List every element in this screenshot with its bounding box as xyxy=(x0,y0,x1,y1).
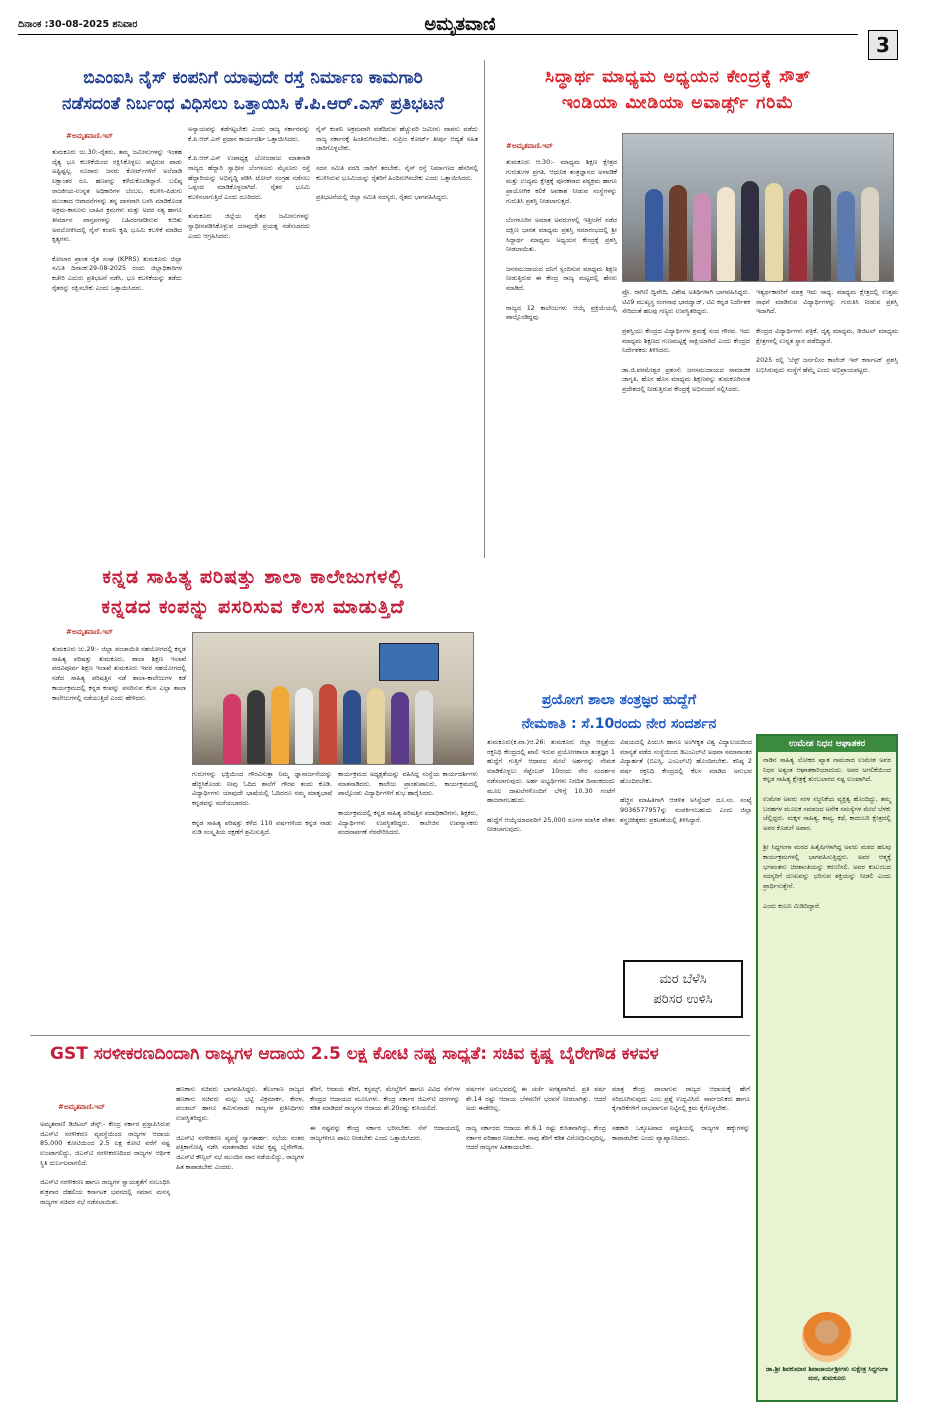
article3-headline-line2: ಕನ್ನಡದ ಕಂಪನ್ನು ಪಸರಿಸುವ ಕೆಲಸ ಮಾಡುತ್ತಿದೆ xyxy=(101,596,405,618)
page-number: 3 xyxy=(868,30,898,60)
article1-col2: ಅನ್ಯಾಯವನ್ನು ತಡೆಗಟ್ಟಬೇಕು ಎಂದು ರಾಜ್ಯ ಸರ್ಕಾರವನ್ನು ಕೆ.ಪಿ.ಆರ್.ಎಸ್ ಪ್ರಧಾನ ಕಾರ್ಯದರ್ಶಿ ಒತ್ತಾಯಿಸಿದರು. ಕೆ.ಪಿ.ಆರ್.ಎಸ್ ಉಪಾಧ್ಯಕ್ಷ ಬೋಜರಾಜು ಮಾತನಾಡಿ ರಾಜ್ಯದ ಹೆದ್ದಾರಿ ಸ್ವಾಧೀನ ಬೆಂಗಳೂರು ಮೈಸೂರು ರಸ್ತೆ ಹೆದ್ದಾರಿಯನ್ನು ಅಭಿವೃದ್ಧಿ ಪಡಿಸಿ ಟೋಲ್ ಸಂಗ್ರಹ ನಡೆಸಲು ಒಪ್ಪಂದ ಮಾಡಿಕೊಳ್ಳಲಾಗಿದೆ. ರೈತರ ಭೂಮಿ ಕಬಳಿಸಲಾಗುತ್ತಿದೆ ಎಂದು ದೂರಿದರು. ತುಮಕೂರು ಜಿಲ್ಲೆಯ ರೈತರ ಜಮೀನುಗಳನ್ನು ಸ್ವಾಧೀನಪಡಿಸಿಕೊಳ್ಳುವ ಯಾವುದೇ ಪ್ರಯತ್ನ ನಡೆಸಬಾರದು ಎಂದು ಆಗ್ರಹಿಸಿದರು. xyxy=(188,125,310,240)
article5-tag: #ಅಮೃತವಾಣಿ.ಇನ್ xyxy=(58,1103,105,1111)
article1-col1: ತುಮಕೂರು ಜು.30:-ರೈತರು, ತಮ್ಮ ಜಮೀನುಗಳನ್ನು ಇಂತಹ ದೈತ್ಯ ಭೂ ಕಬಳಿಕೆಯಿಂದ ರಕ್ಷಿಸಿಕೊಳ್ಳಲು ಪಟ್ಟಿರುವ ಪಾಡು ಅಷ್ಟಿಷ್ಟಲ್ಲ. ನೂರಾರು ಜನರು ಕೋರ್ಟ್‌ಗಳಿಗೆ ಅಲೆದಾಡಿ ಲಕ್ಷಾಂತರ ರೂ. ಹಣವನ್ನು ಕಳೆದುಕೊಂಡಿದ್ದಾರೆ. ಬಲಿಷ್ಠ ರಾಜಕೀಯ-ಉನ್ನತ ಅಧಿಕಾರಿಗಳ ಬೆಂಬಲ, ಕಬಳಿಸಿ-ಪಿಡುಗು ಮುಂತಾದ ಆಪಾದನೆಗಳನ್ನು ತನ್ನ ದಾಳವಾಗಿ ಬಳಸಿ ಮಾಡಿಕೊಂಡ ಅಕ್ರಮ-ಕಾನೂನು ಬಾಹಿರ ಕ್ರಮಗಳು ಮತ್ತು ಅದರ ಸತ್ಯ ಹಾಗೂ ತೀರ್ಮಾನ ವಾಸ್ತವಗಳನ್ನು ಬಹಿರಂಗಪಡಿಸುವ ಕುರಿತು ಅವಲೋಕಿಸಿದಲ್ಲಿ ನೈಸ್ ಕಂಪನಿ ಕೃಷಿ ಭೂಮಿ ಕಬಳಿಕೆ ಮಾಡಿದ ಕೃತ್ಯಗಳು. ಕೋಲಾರ ಪ್ರಾಂತ ರೈತ ಸಂಘ (KPRS) ತುಮಕೂರು ಜಿಲ್ಲಾ ಸಮಿತಿ ದಿನಾಂಕ:29-08-2025 ರಂದು ಜಿಲ್ಲಾಧಿಕಾರಿಗಳ ಕಚೇರಿ ಎದುರು ಪ್ರತಿಭಟನೆ ನಡೆಸಿ, ಭೂ ಕಬಳಿಕೆಯನ್ನು ತಡೆದು ರೈತರನ್ನು ರಕ್ಷಿಸಬೇಕು ಎಂದು ಒತ್ತಾಯಿಸಿದರು. xyxy=(52,148,182,292)
article3-headline-line1: ಕನ್ನಡ ಸಾಹಿತ್ಯ ಪರಿಷತ್ತು ಶಾಲಾ ಕಾಲೇಜುಗಳಲ್ಲಿ xyxy=(102,566,404,588)
article1-tag: #ಅಮೃತವಾಣಿ.ಇನ್ xyxy=(66,132,113,140)
article5-col4: ವರ್ಷಗಳ ಅನುಭವದಲ್ಲಿ ಈ ಚರ್ಚೆ ಅಗತ್ಯವಾಗಿದೆ. ಪ್ರತಿ ವರ್ಷ ಶೇ.14 ರಷ್ಟು ಆದಾಯ ಬೆಳವಣಿಗೆ ಭರವಸೆ ನೀಡಲಾಗಿತ್ತು. ಆದರೆ ಅದು ಈಡೇರಿಲ್ಲ. ರಾಜ್ಯ ಸರ್ಕಾರದ ಆದಾಯ ಶೇ.6.1 ರಷ್ಟು ಕುಸಿತವಾಗಿದ್ದು, ಕೇಂದ್ರ ಸರ್ಕಾರ ಪರಿಹಾರ ನೀಡಬೇಕು. ನಾವು ತೆರಿಗೆ ಕಡಿತ ವಿರೋಧಿಸುವುದಿಲ್ಲ, ಆದರೆ ರಾಜ್ಯಗಳ ಹಿತಕಾಯಬೇಕು. xyxy=(466,1085,606,1152)
article1-headline-line1: ಬಿಎಂಐಸಿ ನೈಸ್ ಕಂಪನಿಗೆ ಯಾವುದೇ ರಸ್ತೆ ನಿರ್ಮಾಣ ಕಾಮಗಾರಿ xyxy=(83,68,423,88)
box-line1: ಮರ ಬೆಳೆಸಿ xyxy=(659,972,707,987)
article2-col1: ತುಮಕೂರು ಆ.30:- ಮಾಧ್ಯಮ ಶಿಕ್ಷಣ ಕ್ಷೇತ್ರದ ಗುರುತುಗಳ ಪ್ರಗತಿ, ಆಧುನಿಕ ತಂತ್ರಜ್ಞಾನದ ಅಳವಡಿಕೆ ಮತ್ತು ಉದ್ಯಮ ಕ್ಷೇತ್ರಕ್ಕೆ ಪೂರಕವಾದ ಪಠ್ಯಕ್ರಮ ಹಾಗೂ ಪ್ರಾಯೋಗಿಕ ಕಲಿಕೆ ಅವಕಾಶ ನೀಡುವ ಸಂಸ್ಥೆಗಳನ್ನು ಗುರುತಿಸಿ ಪ್ರಶಸ್ತಿ ನೀಡಲಾಗುತ್ತದೆ. ಬೆಂಗಳೂರಿನ ಅಮಾತ ಅವರುಗಳಲ್ಲಿ ಇತ್ತೀಚೆಗೆ ನಡೆದ ದಕ್ಷಿಣ ಭಾರತ ಮಾಧ್ಯಮ ಪ್ರಶಸ್ತಿ ಸಮಾರಂಭದಲ್ಲಿ ಶ್ರೀ ಸಿದ್ಧಾರ್ಥ ಮಾಧ್ಯಮ ಅಧ್ಯಯನ ಕೇಂದ್ರಕ್ಕೆ ಪ್ರಶಸ್ತಿ ನೀಡಲಾಯಿತು. ಜನಸಮುದಾಯದ ದನಿಗೆ ಸ್ಪಂದಿಸುವ ಮಾಧ್ಯಮ ಶಿಕ್ಷಣ ನೀಡುತ್ತಿರುವ ಈ ಕೇಂದ್ರ ರಾಜ್ಯ ಮಟ್ಟದಲ್ಲಿ ಹೆಸರು ಮಾಡಿದೆ. ರಾಜ್ಯದ 12 ಕಾಲೇಜುಗಳು ಆಯ್ಕೆ ಪ್ರಕ್ರಿಯೆಯಲ್ಲಿ ಪಾಲ್ಗೊಂಡಿದ್ದವು. xyxy=(506,158,617,322)
article2-headline xyxy=(488,64,868,116)
obituary-signature: ಡಾ.ಶ್ರೀ ಶಿವಕುಮಾರ ಶಿವಾಚಾರ್ಯಶ್ರೀಗಳು ಸುಕ್ಷೇತ್ರ ಸಿದ್ಧಗಂಗಾ ಮಠ, ತುಮಕೂರು xyxy=(766,1366,888,1382)
award-photo xyxy=(622,133,894,282)
article2-col3: ಇತ್ಯರ್ಥಕಾರರಿಗೆ ಮಾತ್ರ ಇದು ಸಾಧ್ಯ. ಮಾಧ್ಯಮ ಕ್ಷೇತ್ರದಲ್ಲಿ ಉತ್ತಮ ಸಾಧನೆ ಮಾಡಿರುವ ವಿದ್ಯಾರ್ಥಿಗಳನ್ನು ಗುರುತಿಸಿ ನೀಡುವ ಪ್ರಶಸ್ತಿ ಇದಾಗಿದೆ. ಕೇಂದ್ರದ ವಿದ್ಯಾರ್ಥಿಗಳು ಪತ್ರಿಕೆ, ದೃಶ್ಯ ಮಾಧ್ಯಮ, ಡಿಜಿಟಲ್ ಮಾಧ್ಯಮ ಕ್ಷೇತ್ರಗಳಲ್ಲಿ ಉನ್ನತ ಸ್ಥಾನ ಪಡೆದಿದ್ದಾರೆ. 2025 ರಲ್ಲಿ 'ಬೆಸ್ಟ್ ಜರ್ನಲಿಸಂ ಕಾಲೇಜ್ ಇನ್ ಕರ್ನಾಟಕ' ಪ್ರಶಸ್ತಿ ಲಭಿಸಿರುವುದು ಸಂಸ್ಥೆಗೆ ಹೆಮ್ಮೆ ಎಂದು ಅಭಿಪ್ರಾಯಪಟ್ಟರು. xyxy=(756,288,898,374)
article3-col1: ತುಮಕೂರು ಜು.29:- ಜಿಲ್ಲಾ ಪಂಚಾಯಿತಿ ಸಹಯೋಗದಲ್ಲಿ ಕನ್ನಡ ಸಾಹಿತ್ಯ ಪರಿಷತ್ತು ತುಮಕೂರು, ಶಾಲಾ ಶಿಕ್ಷಣ ಇಲಾಖೆ ಪದವಿಪೂರ್ವ ಶಿಕ್ಷಣ ಇಲಾಖೆ ತುಮಕೂರು ಇವರ ಸಹಯೋಗದಲ್ಲಿ ನಡೆದ ಸಾಹಿತ್ಯ ಪರಿಷತ್ತಿನ ನಡೆ ಶಾಲಾ-ಕಾಲೇಜುಗಳ ಕಡೆ ಕಾರ್ಯಕ್ರಮದಲ್ಲಿ ಕನ್ನಡ ಕಂಪನ್ನು ಪಸರಿಸುವ ಕೆಲಸ ಎಲ್ಲಾ ಶಾಲಾ ಕಾಲೇಜುಗಳಲ್ಲಿ ನಡೆಯುತ್ತಿದೆ ಎಂದು ಹೇಳಿದರು. xyxy=(52,645,186,702)
article2-headline-line2: ಇಂಡಿಯಾ ಮೀಡಿಯಾ ಅವಾರ್ಡ್ಸ್ ಗರಿಮೆ xyxy=(561,93,795,113)
obituary-box xyxy=(756,734,898,1402)
swamiji-portrait xyxy=(802,1312,852,1362)
box-line2: ಪರಿಸರ ಉಳಿಸಿ xyxy=(653,992,713,1007)
article4-headline-line2: ನೇಮಕಾತಿ : ಸೆ.10ರಂದು ನೇರ ಸಂದರ್ಶನ xyxy=(521,716,717,732)
paper-name: ಅಮೃತವಾಣಿ xyxy=(424,14,496,35)
column-divider xyxy=(484,60,485,558)
article3-tag: #ಅಮೃತವಾಣಿ.ಇನ್ xyxy=(66,628,113,636)
article4-col1: ತುಮಕೂರು(ಕ.ವಾ.)ಆ.26: ತುಮಕೂರು ಜಿಲ್ಲಾ ಆಸ್ಪತ್ರೆಯ ರಕ್ತನಿಧಿ ಕೇಂದ್ರದಲ್ಲಿ ಖಾಲಿ ಇರುವ ಪ್ರಯೋಗಶಾಲಾ ತಂತ್ರಜ್ಞರ 1 ಹುದ್ದೆಗೆ ಗುತ್ತಿಗೆ ಆಧಾರದ ಮೇಲೆ ಅರ್ಹರನ್ನು ನೇಮಕ ಮಾಡಿಕೊಳ್ಳಲು ಸೆಪ್ಟೆಂಬರ್ 10ರಂದು ನೇರ ಸಂದರ್ಶನ ನಡೆಸಲಾಗುವುದು. ಅರ್ಹ ಅಭ್ಯರ್ಥಿಗಳು ನಿಗದಿತ ದಿನಾಂಕದಂದು ಮೂಲ ದಾಖಲೆಗಳೊಂದಿಗೆ ಬೆಳಿಗ್ಗೆ 10.30 ಗಂಟೆಗೆ ಹಾಜರಾಗಬಹುದು. ಹುದ್ದೆಗೆ ಆಯ್ಕೆಯಾದವರಿಗೆ 25,000 ರೂಗಳ ಮಾಸಿಕ ವೇತನ ನೀಡಲಾಗುವುದು. xyxy=(487,738,615,834)
article3-col3: ಕಾರ್ಯಕ್ರಮದ ಅಧ್ಯಕ್ಷತೆಯನ್ನು ವಹಿಸಿದ್ದ ಸಂಸ್ಥೆಯ ಕಾರ್ಯದರ್ಶಿಗಳು ಮಾತನಾಡಿದರು. ಕಾಲೇಜು ಪ್ರಾಂಶುಪಾಲರು, ಕಾರ್ಯಕ್ರಮದಲ್ಲಿ ಪಾಲ್ಗೊಂಡು ವಿದ್ಯಾರ್ಥಿಗಳಿಗೆ ಶುಭ ಹಾರೈಸಿದರು. ಕಾರ್ಯಕ್ರಮದಲ್ಲಿ ಕನ್ನಡ ಸಾಹಿತ್ಯ ಪರಿಷತ್ತಿನ ಪದಾಧಿಕಾರಿಗಳು, ಶಿಕ್ಷಕರು, ವಿದ್ಯಾರ್ಥಿಗಳು ಉಪಸ್ಥಿತರಿದ್ದರು. ಕಾಲೇಜಿನ ಉಪನ್ಯಾಸಕರು ವಂದನಾರ್ಪಣೆ ನೆರವೇರಿಸಿದರು. xyxy=(338,770,478,837)
article2-tag: #ಅಮೃತವಾಣಿ.ಇನ್ xyxy=(506,142,553,150)
article5-col5: ಮಾತ್ರ ಕೇಂದ್ರ ಪಾಲಾಗುವ ರಾಜ್ಯದ ಆದಾಯಕ್ಕೆ ಹೇಗೆ ಸರಿದೂಗಿಸುವುದು ಎಂಬ ಪ್ರಶ್ನೆ ಉದ್ಭವಿಸಿದೆ. ಸಾರ್ವಜನಿಕರು ಹಾಗೂ ಕೈಗಾರಿಕೆಗಳಿಗೆ ಲಾಭವಾಗುವ ನಿಟ್ಟಿನಲ್ಲಿ ಕ್ರಮ ಕೈಗೊಳ್ಳಬೇಕು. ಸಹಕಾರಿ ಒಕ್ಕೂಟವಾದ ಪದ್ಧತಿಯಲ್ಲಿ ರಾಜ್ಯಗಳ ಹಕ್ಕುಗಳನ್ನು ಕಾಪಾಡಬೇಕು ಎಂದು ವ್ಯಾಖ್ಯಾನಿಸಿದರು. xyxy=(612,1085,750,1142)
article5-headline: GST ಸರಳೀಕರಣದಿಂದಾಗಿ ರಾಜ್ಯಗಳ ಆದಾಯ 2.5 ಲಕ್ಷ ಕೋಟಿ ನಷ್ಟ ಸಾಧ್ಯತೆ: ಸಚಿವ ಕೃಷ್ಣ ಬೈರೇಗೌಡ ಕಳವಳ xyxy=(50,1044,659,1064)
tree-planting-box xyxy=(623,960,743,1018)
issue-date: ದಿನಾಂಕ :30-08-2025 ಶನಿವಾರ xyxy=(18,19,138,30)
obituary-title: ಉಮೇಶ ನಿಧನ ಆಘಾತಕರ xyxy=(758,736,896,752)
article4-col2: ವಿಷಯದಲ್ಲಿ ಪಿಯುಸಿ ಹಾಗೂ ಅಂಗೀಕೃತ ವಿಶ್ವ ವಿದ್ಯಾಲಯದಿಂದ ಮಾನ್ಯತೆ ಪಡೆದ ಸಂಸ್ಥೆಯಿಂದ ಡಿಎಂಎಲ್‌ಟಿ ಅಥವಾ ಸಮಾನಾಂತರ ವಿದ್ಯಾರ್ಹತೆ (ಬಿಎಸ್ಸಿ, ಎಂಎಲ್‌ಟಿ) ಹೊಂದಿರಬೇಕು. ಕನಿಷ್ಠ 2 ವರ್ಷ ರಕ್ತನಿಧಿ ಕೇಂದ್ರದಲ್ಲಿ ಕೆಲಸ ಮಾಡಿದ ಅನುಭವ ಹೊಂದಿರಬೇಕು. ಹೆಚ್ಚಿನ ಮಾಹಿತಿಗಾಗಿ ಆಡಳಿತ ಅಸಿಸ್ಟೆಂಟ್ ದೂ.ಸಂ. ಸಂಖ್ಯೆ 9036577957ನ್ನು ಸಂಪರ್ಕಿಸಬಹುದು ಎಂದು ಜಿಲ್ಲಾ ಶಸ್ತ್ರಚಿಕಿತ್ಸಕರು ಪ್ರಕಟಣೆಯಲ್ಲಿ ತಿಳಿಸಿದ್ದಾರೆ. xyxy=(620,738,752,824)
article1-headline xyxy=(18,65,488,117)
article5-col2: ಹಣಕಾಸು ಸಚಿವರು ಭಾಗವಹಿಸಿದ್ದರು. ತೆಲಂಗಾಣ ರಾಜ್ಯದ ಹಣಕಾಸು ಸಚಿವರು ಮಲ್ಲು ಭಟ್ಟಿ ವಿಕ್ರಮಾರ್ಕ, ಕೇರಳ, ಪಂಜಾಬ್ ಹಾಗೂ ತಮಿಳುನಾಡು ರಾಜ್ಯಗಳ ಪ್ರತಿನಿಧಿಗಳು ಉಪಸ್ಥಿತರಿದ್ದರು. ಜಿಎಸ್‌ಟಿ ಸರಳೀಕರಣ ವ್ಯವಸ್ಥೆ ಸ್ವಾಗತಾರ್ಹ: ಸಭೆಯ ನಂತರ ಪತ್ರಿಕಾಗೋಷ್ಠಿ ನಡೆಸಿ ಮಾತನಾಡಿದ ಸಚಿವ ಕೃಷ್ಣ ಬೈರೇಗೌಡ, ಜಿಎಸ್‌ಟಿ ಕೌನ್ಸಿಲ್ ಸಭೆ ಮುಂದಿನ ವಾರ ನಡೆಯಲಿದ್ದು, ರಾಜ್ಯಗಳ ಹಿತ ಕಾಪಾಡಬೇಕು ಎಂದರು. xyxy=(176,1085,304,1171)
event-photo xyxy=(192,632,474,765)
article5-col3: ತೆರಿಗೆ, ಆದಾಯ ತೆರಿಗೆ, ಕಸ್ಟಮ್ಸ್, ಮೇಲ್ತೆರಿಗೆ ಹಾಗೂ ವಿವಿಧ ಸೆಸ್‌ಗಳ ಕೇಂದ್ರದ ಆದಾಯದ ಮೂಲಗಳು. ಕೇಂದ್ರ ಸರ್ಕಾರ ಜಿಎಸ್‌ಟಿ ದರಗಳನ್ನು ಕಡಿತ ಮಾಡಿದರೆ ರಾಜ್ಯಗಳ ಆದಾಯ ಶೇ.20ರಷ್ಟು ಕುಸಿಯಲಿದೆ. ಈ ನಷ್ಟವನ್ನು ಕೇಂದ್ರ ಸರ್ಕಾರ ಭರಿಸಬೇಕು. ಸೆಸ್ ಆದಾಯದಲ್ಲಿ ರಾಜ್ಯಗಳಿಗೂ ಪಾಲು ನೀಡಬೇಕು ಎಂದು ಒತ್ತಾಯಿಸಿದರು. xyxy=(310,1085,460,1142)
obituary-body: ನಾಡಿನ ಸಾಹಿತ್ಯ ಲೋಕದ ಖ್ಯಾತ ನಾಮರಾದ ಉಮೇಶ ಅವರ ನಿಧನ ಅತ್ಯಂತ ಆಘಾತಕಾರಿಯಾದುದು. ಅವರ ಅಗಲಿಕೆಯಿಂದ ಕನ್ನಡ ಸಾಹಿತ್ಯ ಕ್ಷೇತ್ರಕ್ಕೆ ತುಂಬಲಾರದ ನಷ್ಟ ಉಂಟಾಗಿದೆ. ಉಮೇಶ ಅವರು ಸರಳ ಸಜ್ಜನಿಕೆಯ ವ್ಯಕ್ತಿತ್ವ ಹೊಂದಿದ್ದು, ತಮ್ಮ ಬರಹಗಳ ಮೂಲಕ ಸಮಾಜದ ಅನೇಕ ಸಮಸ್ಯೆಗಳ ಮೇಲೆ ಬೆಳಕು ಚೆಲ್ಲಿದ್ದರು. ಮಕ್ಕಳ ಸಾಹಿತ್ಯ, ಕಾವ್ಯ, ಕಥೆ, ಕಾದಂಬರಿ ಕ್ಷೇತ್ರದಲ್ಲಿ ಅವರ ಕೊಡುಗೆ ಅಪಾರ. ಶ್ರೀ ಸಿದ್ಧಗಂಗಾ ಮಠದ ಹಿತೈಷಿಗಳಾಗಿದ್ದ ಅವರು ಮಠದ ಹಲವು ಕಾರ್ಯಕ್ರಮಗಳಲ್ಲಿ ಭಾಗವಹಿಸುತ್ತಿದ್ದರು. ಅವರ ಆತ್ಮಕ್ಕೆ ಭಗವಂತನು ಚಿರಶಾಂತಿಯನ್ನು ಕರುಣಿಸಲಿ. ಅವರ ಕುಟುಂಬದ ಸದಸ್ಯರಿಗೆ ದುಃಖವನ್ನು ಭರಿಸುವ ಶಕ್ತಿಯನ್ನು ನೀಡಲಿ ಎಂದು ಪ್ರಾರ್ಥಿಸುತ್ತೇನೆ. ಎಂದು ಕಂಬನಿ ಮಿಡಿದಿದ್ದಾರೆ. xyxy=(763,756,891,910)
article2-headline-line1: ಸಿದ್ಧಾರ್ಥ ಮಾಧ್ಯಮ ಅಧ್ಯಯನ ಕೇಂದ್ರಕ್ಕೆ ಸೌತ್ xyxy=(544,67,811,87)
article2-col2: ಪ್ರೊ. ರಾಗಿಣಿ ದ್ವಿವೇದಿ, ವಿಶೇಷ ಅತಿಥಿಗಳಾಗಿ ಭಾಗವಹಿಸಿದ್ದರು. ಟಿವಿ9 ಮುಖ್ಯಸ್ಥ ರಂಗನಾಥ ಭಾರದ್ವಾಜ್, ಟಿವಿ ಕನ್ನಡ ನಿರ್ದೇಶಕ ಸೇರಿದಂತೆ ಹಲವು ಗಣ್ಯರು ಉಪಸ್ಥಿತರಿದ್ದರು. ಪ್ರಶಸ್ತಿಯು ಕೇಂದ್ರದ ವಿದ್ಯಾರ್ಥಿಗಳ ಶ್ರಮಕ್ಕೆ ಸಂದ ಗೌರವ. ಇದು ಮಾಧ್ಯಮ ಶಿಕ್ಷಣದ ಗುಣಮಟ್ಟಕ್ಕೆ ಸಾಕ್ಷಿಯಾಗಿದೆ ಎಂದು ಕೇಂದ್ರದ ನಿರ್ದೇಶಕರು ತಿಳಿಸಿದರು. ಡಾ.ಜಿ.ಪರಮೇಶ್ವರ ಪ್ರಶಂಸೆ: ಜನಸಮುದಾಯದ ಸಾಮಾಜಿಕ ಜಾಗೃತಿ, ಹೊಸ ಹೊಸ ಮಾಧ್ಯಮ ಶಿಕ್ಷಣವನ್ನು ತುಮಕೂರಿನಂತ ಪ್ರದೇಶದಲ್ಲಿ ನೀಡುತ್ತಿರುವ ಕೇಂದ್ರಕ್ಕೆ ಅಭಿನಂದನೆ ಸಲ್ಲಿಸಿದರು. xyxy=(622,288,750,394)
article1-col3: ನೈಸ್ ಕಂಪನಿ ಅಕ್ರಮವಾಗಿ ಪಡೆದಿರುವ ಹೆಚ್ಚುವರಿ ಜಮೀನು ವಾಪಸು ಪಡೆದು ರಾಜ್ಯ ಸರ್ಕಾರಕ್ಕೆ ಹಿಂತಿರುಗಿಸಬೇಕು. ಸುಪ್ರೀಂ ಕೋರ್ಟ್ ತೀರ್ಪು ಆದ್ಯತೆ ಸಹಿತ ಜಾರಿಗೊಳ್ಳಬೇಕು. ಸದನ ಸಮಿತಿ ವರದಿ ಜಾರಿಗೆ ತರಬೇಕು. ನೈಸ್ ರಸ್ತೆ ನಿರ್ಮಾಣದ ಹೆಸರಿನಲ್ಲಿ ಕಬಳಿಸಿರುವ ಭೂಮಿಯನ್ನು ರೈತರಿಗೆ ಹಿಂದಿರುಗಿಸಬೇಕು ಎಂದು ಒತ್ತಾಯಿಸಿದರು. ಪ್ರತಿಭಟನೆಯಲ್ಲಿ ಜಿಲ್ಲಾ ಸಮಿತಿ ಸದಸ್ಯರು, ರೈತರು ಭಾಗವಹಿಸಿದ್ದರು. xyxy=(316,125,478,201)
article4-headline xyxy=(484,688,754,736)
article5-col1: ಅಮೃತವಾಣಿ ಡಿಜಿಟಲ್ ಡೆಸ್ಕ್:- ಕೇಂದ್ರ ಸರ್ಕಾರ ಪ್ರಸ್ತಾಪಿಸಿರುವ ಜಿಎಸ್‌ಟಿ ಸರಳೀಕರಣ ವ್ಯವಸ್ಥೆಯಿಂದ ರಾಜ್ಯಗಳ ಆದಾಯ 85,000 ಕೋಟಿಯಿಂದ 2.5 ಲಕ್ಷ ಕೋಟಿ ವರೆಗೆ ನಷ್ಟ ಉಂಟಾಗಲಿದ್ದು, ಜಿಎಸ್‌ಟಿ ಸರಳೀಕರಣದಿಂದ ರಾಜ್ಯಗಳ ಆರ್ಥಿಕ ಸ್ಥಿತಿ ದುರ್ಬಲವಾಗಲಿದೆ. ಜಿಎಸ್‌ಟಿ ಸರಳೀಕರಣ ಹಾಗೂ ರಾಜ್ಯಗಳ ಸ್ವಾಯತ್ತತೆಗೆ ಸಂಬಂಧಿಸಿ ಶುಕ್ರವಾರ ದೆಹಲಿಯ ಕರ್ನಾಟಕ ಭವನದಲ್ಲಿ ಸಮಾನ ಮನಸ್ಕ ರಾಜ್ಯಗಳ ಸಚಿವರ ಸಭೆ ನಡೆಸಲಾಯಿತು. xyxy=(40,1120,170,1206)
article3-headline xyxy=(28,562,478,622)
article3-col2: ಗುರುಗಳನ್ನು ಭಕ್ತಿಯಿಂದ ಗೌರವಿಸುತ್ತಾ ನಿಮ್ಮ ಜ್ಞಾನಾರ್ಜನೆಯನ್ನು ಹೆಚ್ಚಿಸಿಕೊಂಡು ನೀವು ಓದಿದ ಶಾಲೆಗೆ ಗೌರವ ತಂದು ಕೊಡಿ. ವಿದ್ಯಾರ್ಥಿಗಳು ಯಾವುದೇ ಭಾಷೆಯಲ್ಲಿ ಓದಿದರೂ ನಮ್ಮ ಮಾತೃಭಾಷೆ ಕನ್ನಡವನ್ನು ಮರೆಯಬಾರದು. ಕನ್ನಡ ಸಾಹಿತ್ಯ ಪರಿಷತ್ತು ಕಳೆದ 110 ವರ್ಷಗಳಿಂದ ಕನ್ನಡ ನಾಡು ನುಡಿ ಸಂಸ್ಕೃತಿಯ ರಕ್ಷಣೆಗೆ ಶ್ರಮಿಸುತ್ತಿದೆ. xyxy=(192,770,332,837)
article1-headline-line2: ನಡೆಸದಂತೆ ನಿರ್ಬಂಧ ವಿಧಿಸಲು ಒತ್ತಾಯಿಸಿ ಕೆ.ಪಿ.ಆರ್.ಎಸ್ ಪ್ರತಿಭಟನೆ xyxy=(62,94,444,114)
article4-headline-line1: ಪ್ರಯೋಗ ಶಾಲಾ ತಂತ್ರಜ್ಞರ ಹುದ್ದೆಗೆ xyxy=(541,692,697,708)
